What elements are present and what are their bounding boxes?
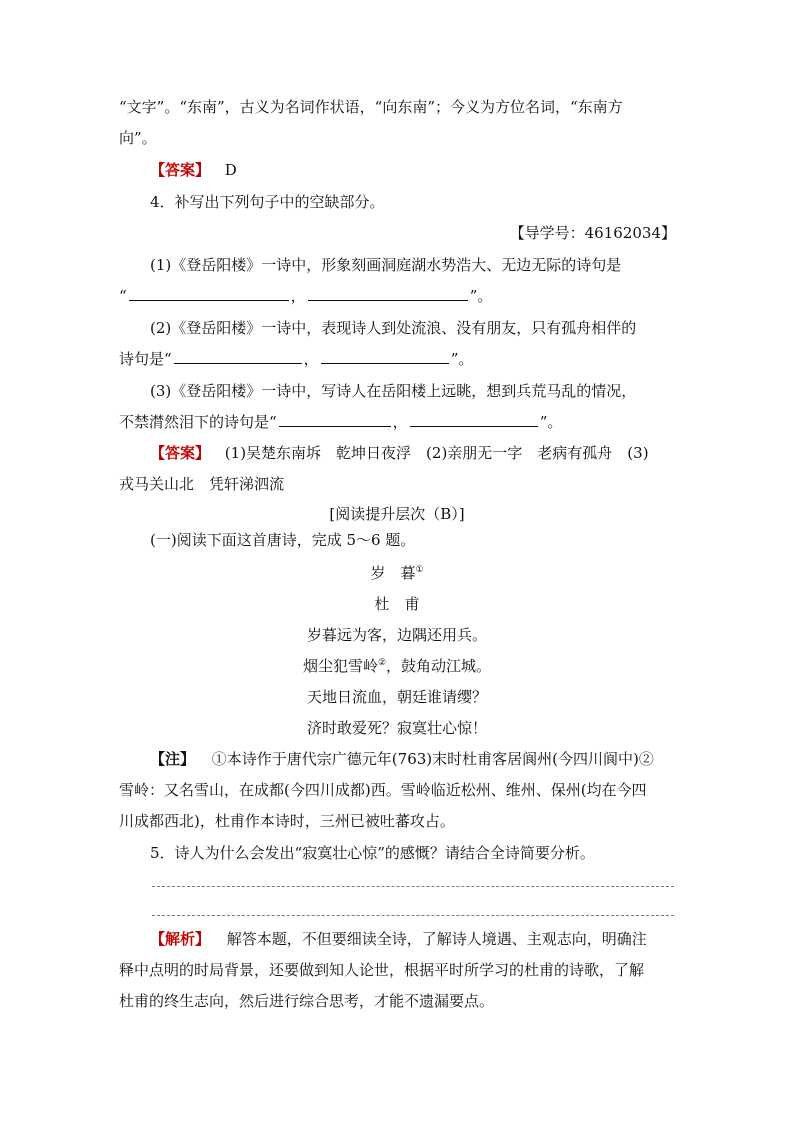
q4-sub-1-prompt: (1)《登岳阳楼》一诗中，形象刻画洞庭湖水势浩大、无边无际的诗句是	[150, 256, 622, 274]
answer-4-line-2: 戎马关山北 凭轩涕泗流	[119, 475, 285, 493]
intro-line-2: 向”。	[119, 129, 157, 147]
analysis-tag: 【解析】	[150, 930, 211, 948]
close-quote: ”。	[539, 413, 563, 431]
analysis-line-1-text: 解答本题，不但要细读全诗，了解诗人境遇、主观志向，明确注	[226, 930, 647, 948]
poem-line-1: 岁暮远为客，边隅还用兵。	[306, 626, 487, 644]
note-line-1-text: ①本诗作于唐代宗广德元年(763)末时杜甫客居阆州(今四川阆中)②	[211, 750, 654, 768]
fill-blank[interactable]	[410, 412, 538, 427]
poem-author: 杜 甫	[374, 595, 420, 613]
poem-line-2-part-a: 烟尘犯雪岭	[302, 657, 378, 675]
section-intro: (一)阅读下面这首唐诗，完成 5～6 题。	[150, 531, 416, 549]
answer-dotted-line[interactable]	[152, 886, 674, 887]
close-quote: ”。	[450, 350, 474, 368]
prefix: 不禁潸然泪下的诗句是“	[119, 413, 277, 431]
answer-4	[150, 443, 710, 463]
poem-line-4: 济时敢爱死？寂寞壮心惊！	[306, 719, 487, 737]
close-quote: ”。	[469, 287, 493, 305]
q4-sub-1-answer-line	[119, 286, 679, 306]
answer-dotted-line[interactable]	[152, 915, 674, 916]
answer-3	[150, 160, 710, 180]
poem-line-2	[0, 656, 794, 676]
poem-line-3: 天地日流血，朝廷谁请缨？	[306, 688, 487, 706]
answer-4-line-1: (1)吴楚东南坼 乾坤日夜浮 (2)亲朋无一字 老病有孤舟 (3)	[224, 444, 649, 462]
note-tag: 【注】	[150, 750, 196, 768]
fill-blank[interactable]	[321, 349, 449, 364]
fill-blank[interactable]	[308, 286, 468, 301]
prefix: 诗句是“	[119, 350, 172, 368]
comma: ，	[290, 287, 306, 305]
note-line-1	[150, 749, 710, 769]
q4-sub-2-answer-line	[119, 349, 679, 369]
comma: ，	[392, 413, 408, 431]
section-heading: [阅读提升层次（B）]	[329, 505, 465, 523]
fill-blank[interactable]	[279, 412, 391, 427]
comma: ，	[303, 350, 319, 368]
analysis-line-3: 杜甫的终生志向，然后进行综合思考，才能不遗漏要点。	[119, 992, 495, 1010]
open-quote: “	[119, 287, 127, 305]
question-4-title: 4．补写出下列句子中的空缺部分。	[150, 193, 385, 211]
q4-sub-2-prompt: (2)《登岳阳楼》一诗中，表现诗人到处流浪、没有朋友，只有孤舟相伴的	[150, 319, 637, 337]
answer-tag: 【答案】	[150, 444, 211, 462]
guide-number: 【导学号：46162034】	[509, 224, 676, 242]
intro-line-1: “文字”。“东南”，古义为名词作状语，“向东南”；今义为方位名词，“东南方	[119, 98, 623, 116]
analysis-line-1	[150, 929, 710, 949]
answer-tag: 【答案】	[150, 161, 211, 179]
q4-sub-3-prompt: (3)《登岳阳楼》一诗中，写诗人在岳阳楼上远眺，想到兵荒马乱的情况，	[150, 382, 637, 400]
analysis-line-2: 释中点明的时局背景，还要做到知人论世，根据平时所学习的杜甫的诗歌，了解	[119, 961, 645, 979]
note-line-2: 雪岭：又名雪山，在成都(今四川成都)西。雪岭临近松州、维州、保州(均在今四	[119, 781, 647, 799]
poem-title	[0, 563, 794, 583]
note-line-3: 川成都西北)，杜甫作本诗时，三州已被吐蕃攻占。	[119, 812, 455, 830]
fill-blank[interactable]	[174, 349, 302, 364]
q4-sub-3-answer-line	[119, 412, 679, 432]
poem-title-text: 岁 暮	[370, 564, 416, 582]
footnote-marker: ②	[377, 658, 387, 668]
poem-line-2-part-b: ，鼓角动江城。	[386, 657, 492, 675]
question-5: 5．诗人为什么会发出“寂寞壮心惊”的感慨？请结合全诗简要分析。	[150, 844, 595, 862]
footnote-marker: ①	[415, 565, 424, 575]
answer-3-text: D	[224, 161, 237, 179]
fill-blank[interactable]	[129, 286, 289, 301]
